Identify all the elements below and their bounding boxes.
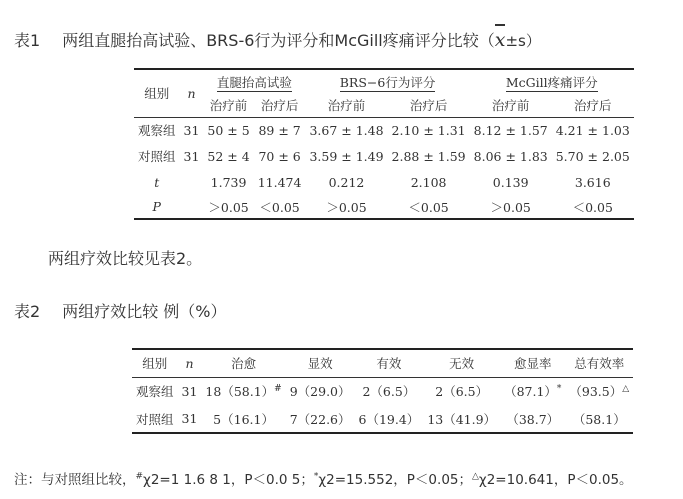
table1-caption-text: 两组直腿抬高试验、BRS-6行为评分和McGill疼痛评分比较（ (62, 31, 495, 50)
mean-symbol: x (494, 29, 506, 51)
table-row: 对照组 31 5（16.1） 7（22.6） 6（19.4） 13（41.9） （38.7） （58.1） (132, 405, 633, 433)
body-paragraph: 两组疗效比较见表2。 (48, 249, 203, 268)
table-row: 观察组 31 50 ± 5 89 ± 7 3.67 ± 1.48 2.10 ± 1.31 8.12 ± 1.57 4.21 ± 1.03 (134, 117, 634, 143)
table-row: 对照组 31 52 ± 4 70 ± 6 3.59 ± 1.49 2.88 ± 1.59 8.06 ± 1.83 5.70 ± 2.05 (138, 148, 630, 164)
sub-before: 治疗前 (327, 97, 366, 113)
header-group: 组别 (134, 69, 180, 117)
table2-header-row: 组别 n 治愈 显效 有效 无效 愈显率 总有效率 (132, 349, 633, 377)
header-n: n (180, 69, 204, 117)
header-brs: BRS−6行为评分 (305, 69, 469, 93)
table-row: t 1.739 11.474 0.212 2.108 0.139 3.616 (154, 174, 611, 190)
header-slr: 直腿抬高试验 (203, 69, 305, 93)
table-row: P ＞0.05 ＜0.05 ＞0.05 ＜0.05 ＞0.05 ＜0.05 (134, 195, 634, 219)
sub-after: 治疗后 (260, 97, 299, 113)
table1-caption (14, 28, 541, 51)
table-row: 观察组 31 18（58.1）# 9（29.0） 2（6.5） 2（6.5） （87.1）* （93.5）△ (132, 377, 633, 405)
sub-after: 治疗后 (574, 97, 612, 113)
table-note: 注：与对照组比较，#χ2=1 1.6 8 1，P＜0.0 5；*χ2=15.552，P＜0.05；△χ2=10.641，P＜0.05。 (14, 471, 633, 488)
header-mcgill: McGill疼痛评分 (470, 69, 634, 93)
sub-before: 治疗前 (209, 97, 248, 113)
table1-subheader-row (134, 93, 634, 117)
table1-caption-number: 表1 (14, 31, 41, 50)
sub-before: 治疗前 (491, 97, 530, 113)
table2-caption-number: 表2 (14, 302, 41, 321)
table2 (132, 348, 633, 434)
table1 (134, 68, 634, 220)
table1-caption-tail: ±s） (505, 32, 541, 50)
table2-caption (14, 299, 226, 322)
table1-header-row (134, 69, 634, 93)
table2-caption-text: 两组疗效比较 例（%） (62, 302, 227, 321)
sub-after: 治疗后 (409, 97, 448, 113)
